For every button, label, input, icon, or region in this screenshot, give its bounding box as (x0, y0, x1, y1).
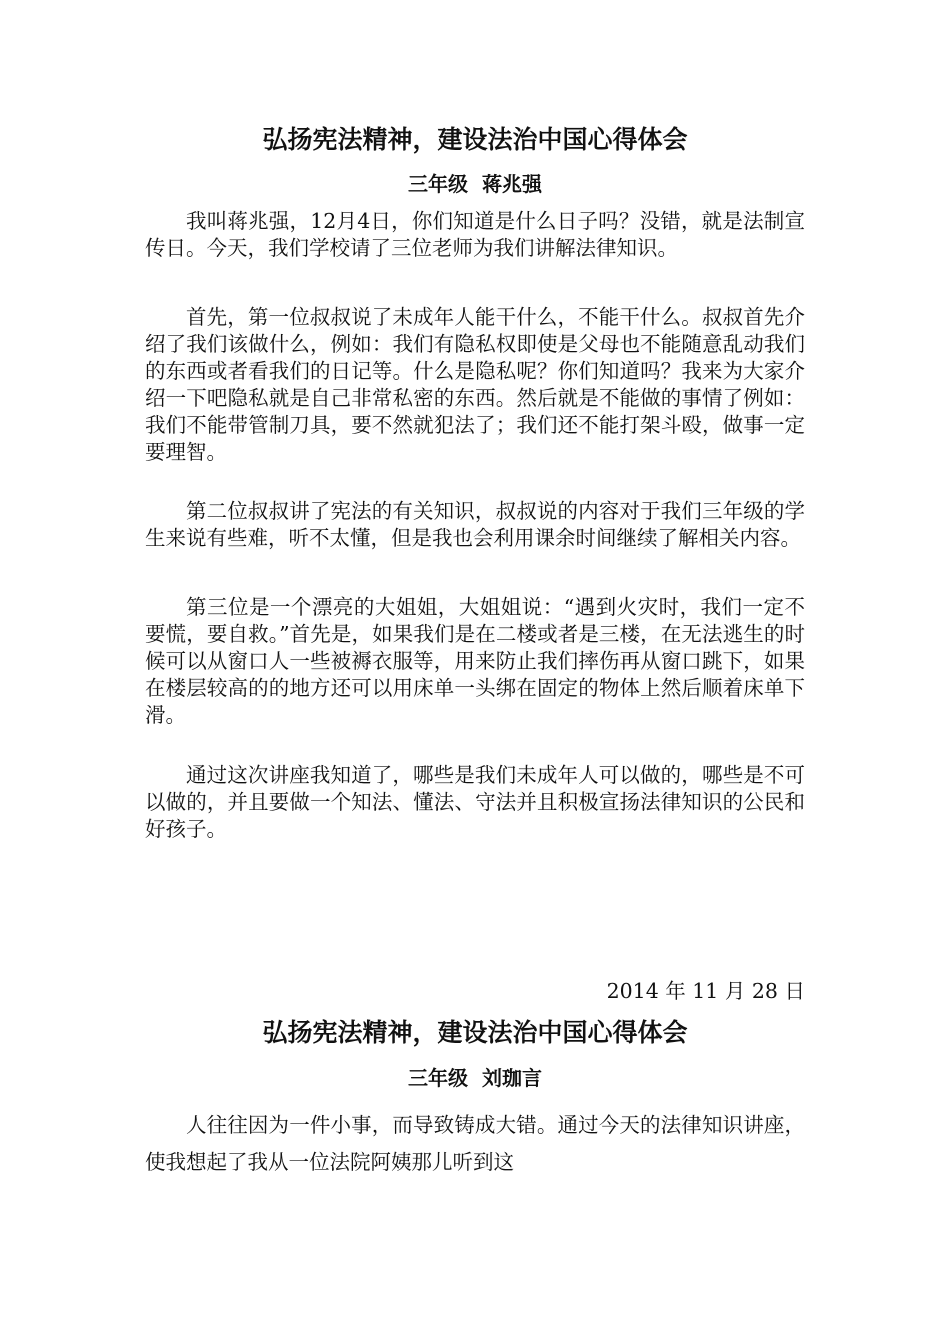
essay-1-paragraph-2: 首先，第一位叔叔说了未成年人能干什么，不能干什么。叔叔首先介绍了我们该做什么，例如：我们有隐私权即使是父母也不能随意乱动我们的东西或者看我们的日记等。什么是隐私呢？你们知道吗？我来为大家介绍一下吧隐私就是自己非常私密的东西。然后就是不能做的事情了例如：我们不能带管制刀具，要不然就犯法了；我们还不能打架斗殴，做事一定要理智。 (145, 305, 805, 464)
essay-2-paragraph-1: 人往往因为一件小事，而导致铸成大错。通过今天的法律知识讲座，使我想起了我从一位法院阿姨那儿听到这 (145, 1113, 805, 1174)
essay-2-title: 弘扬宪法精神，建设法治中国心得体会 (262, 1018, 688, 1047)
essay-1-paragraph-5: 通过这次讲座我知道了，哪些是我们未成年人可以做的，哪些是不可以做的，并且要做一个知法、懂法、守法并且积极宣扬法律知识的公民和好孩子。 (145, 763, 805, 841)
essay-2-byline: 三年级 刘珈言 (408, 1066, 542, 1090)
essay-1-date: 2014 年 11 月 28 日 (606, 979, 805, 1003)
essay-1-title: 弘扬宪法精神，建设法治中国心得体会 (262, 125, 688, 154)
essay-1-paragraph-4: 第三位是一个漂亮的大姐姐，大姐姐说：“遇到火灾时，我们一定不要慌，要自救。”首先是，如果我们是在二楼或者是三楼，在无法逃生的时候可以从窗口人一些被褥衣服等，用来防止我们摔伤再从窗口跳下，如果在楼层较高的的地方还可以用床单一头绑在固定的物体上然后顺着床单下滑。 (145, 595, 805, 727)
essay-1-paragraph-3: 第二位叔叔讲了宪法的有关知识，叔叔说的内容对于我们三年级的学生来说有些难，听不太懂，但是我也会利用课余时间继续了解相关内容。 (145, 499, 805, 550)
essay-1-paragraph-1: 我叫蒋兆强，12月4日，你们知道是什么日子吗？没错，就是法制宣传日。今天，我们学校请了三位老师为我们讲解法律知识。 (145, 209, 805, 260)
essay-1-byline: 三年级 蒋兆强 (408, 172, 542, 196)
